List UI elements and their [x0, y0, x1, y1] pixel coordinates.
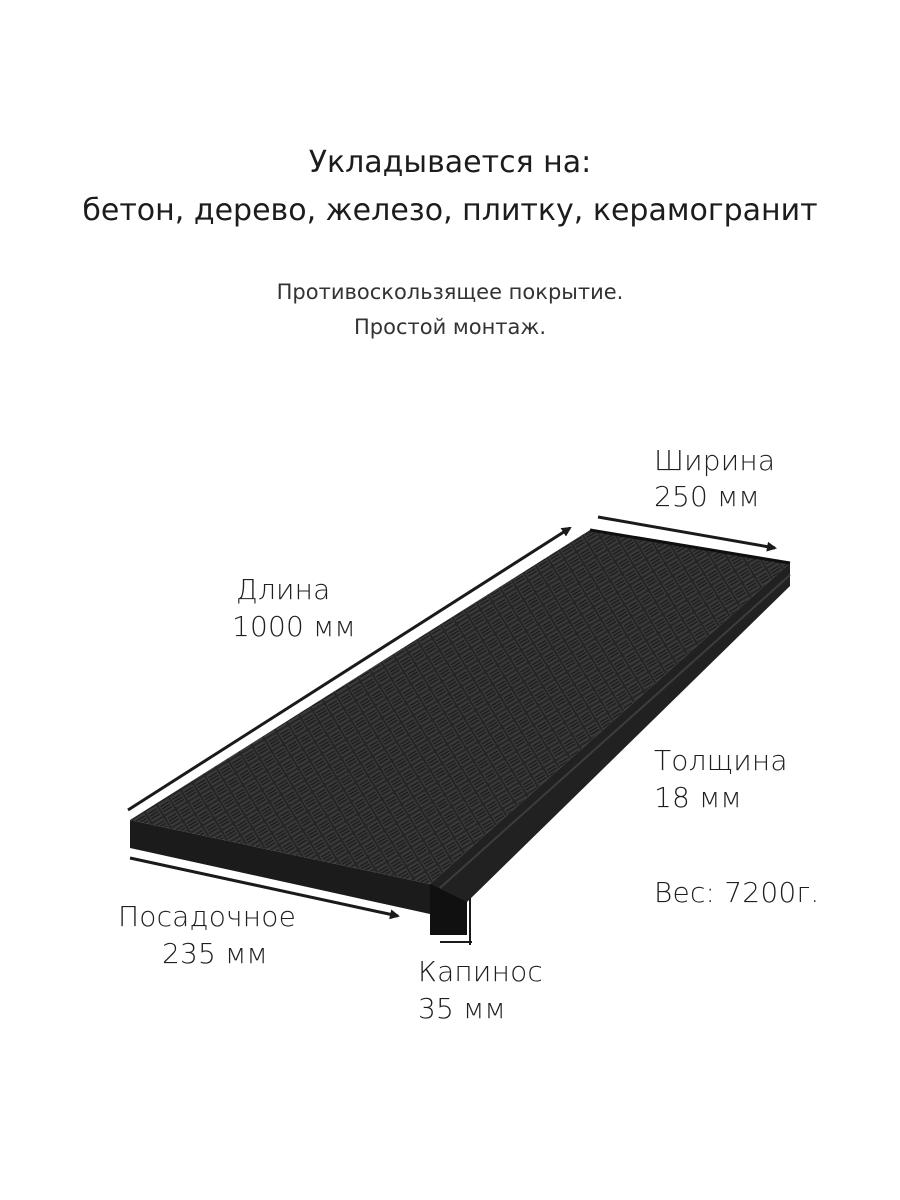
- width-label: Ширина: [654, 444, 776, 477]
- thickness-value: 18 мм: [654, 781, 742, 814]
- seat-value: 235 мм: [162, 937, 268, 970]
- nosing-value: 35 мм: [418, 992, 506, 1025]
- seat-label: Посадочное: [118, 900, 297, 933]
- thickness-label: Толщина: [654, 744, 788, 777]
- weight-text: Вес: 7200г.: [654, 876, 820, 909]
- feature-line-1: Противоскользящее покрытие.: [276, 280, 624, 304]
- tread-top-surface: [130, 530, 790, 884]
- length-value: 1000 мм: [232, 610, 356, 643]
- headline-line-2: бетон, дерево, железо, плитку, керамогранит: [82, 193, 818, 228]
- feature-line-2: Простой монтаж.: [353, 315, 547, 339]
- headline-line-1: Укладывается на:: [308, 145, 592, 180]
- nosing-label: Капинос: [418, 955, 544, 988]
- length-label: Длина: [236, 573, 331, 606]
- width-value: 250 мм: [654, 480, 760, 513]
